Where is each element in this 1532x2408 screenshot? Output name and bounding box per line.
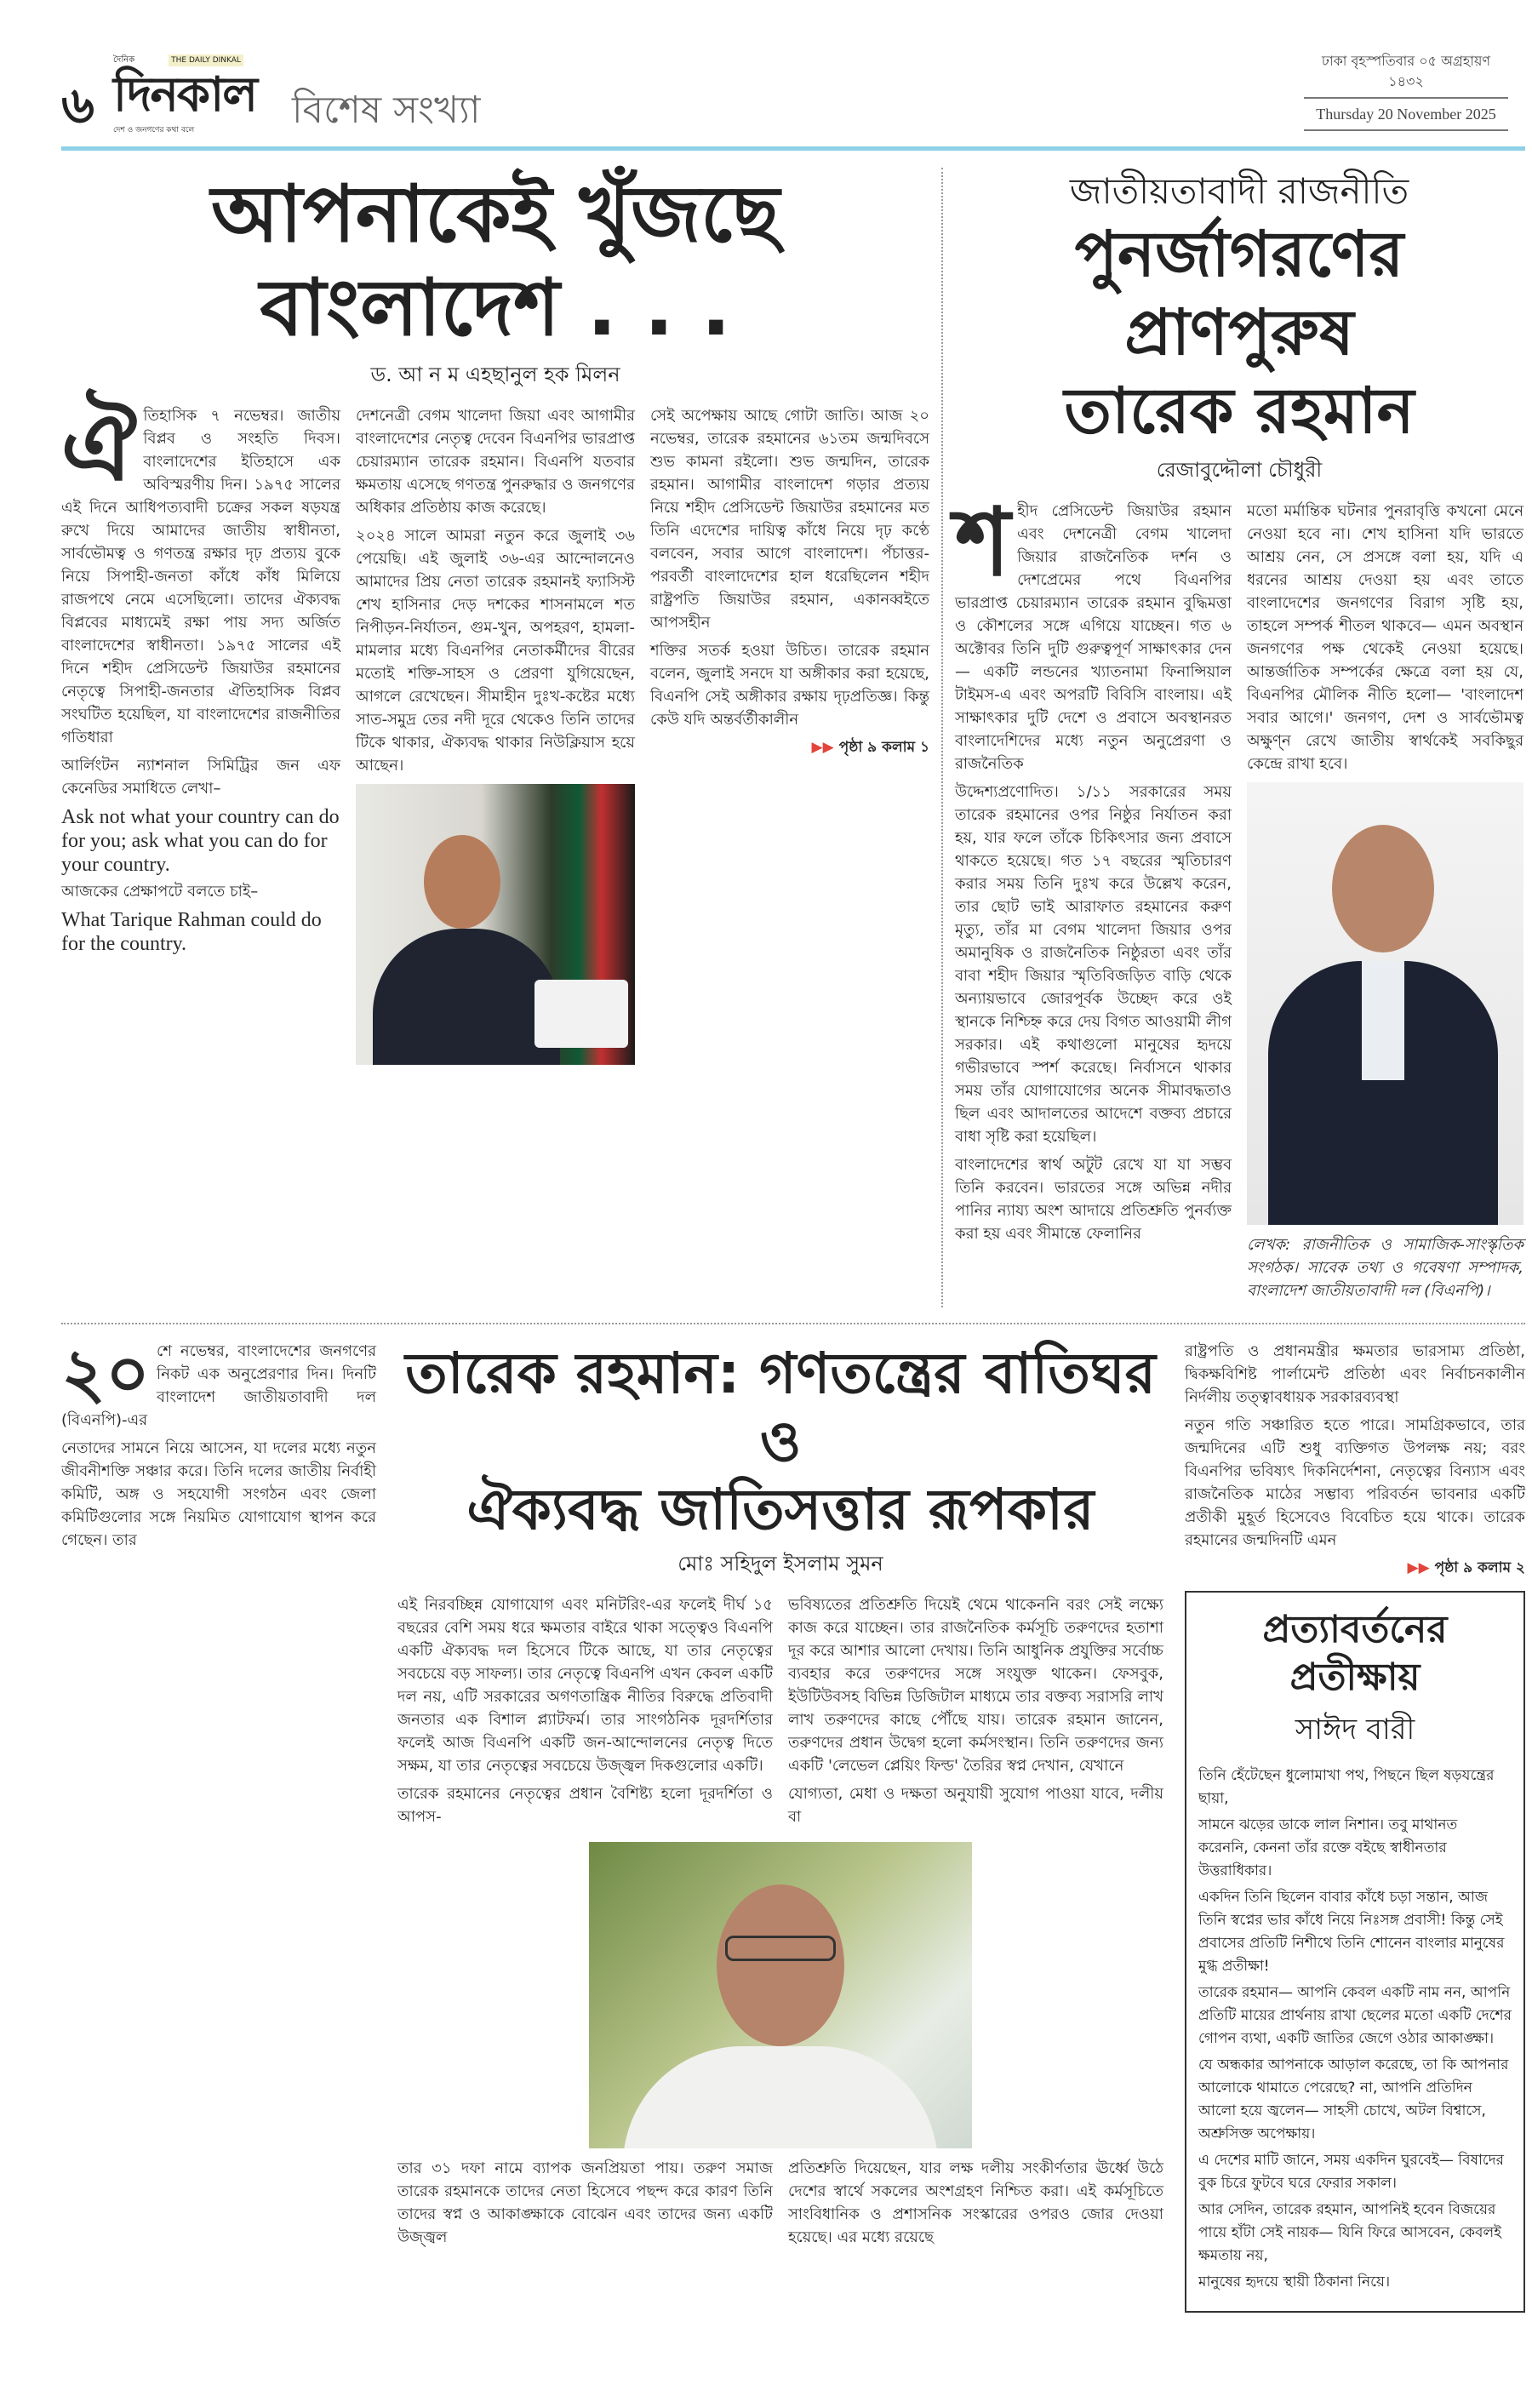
poem-line: সামনে ঝড়ের ডাকে লাল নিশান। তবু মাথানত করেননি, কেননা তাঁর রক্তে বইছে স্বাধীনতার উত্তরাধিকার। xyxy=(1198,1816,1458,1879)
newspaper-logo: দিনকাল xyxy=(113,67,257,123)
article3-byline: মোঃ সহিদুল ইসলাম সুমন xyxy=(677,1552,883,1576)
column-divider xyxy=(941,168,943,1307)
paragraph: এই নিরবচ্ছিন্ন যোগাযোগ এবং মনিটরিং-এর ফলেই দীর্ঘ ১৫ বছরের বেশি সময় ধরে ক্ষমতার বাইরে থাকা সত্ত্বেও বিএনপি একটি ঐক্যবদ্ধ দল হিসেবে টিকে আছে, যা তার নেতৃত্বের সবচেয়ে বড় সাফল্য। তার নেতৃত্বে বিএনপি এখন কেবল একটি দল নয়, এটি সরকারের অগণতান্ত্রিক নীতির বিরুদ্ধে প্রতিবাদী জনতার এক বিশাল প্ল্যাটফর্ম। তার সাংগঠনিক দূরদর্শিতার ফলেই আজ বিএনপি একটি জন-আন্দোলনের নেতৃত্ব দিতে সক্ষম, যা তার নেতৃত্বের সবচেয়ে উজ্জ্বল দিকগুলোর একটি। xyxy=(397,1596,773,1775)
article3-main xyxy=(397,1340,1163,2313)
article3-column-3-bottom xyxy=(788,2157,1163,2254)
poem-line: মানুষের হৃদয়ে স্থায়ী ঠিকানা নিয়ে। xyxy=(1198,2274,1391,2291)
article3-photo xyxy=(589,1842,972,2148)
section-title: বিশেষ সংখ্যা xyxy=(292,89,481,132)
person-suit xyxy=(373,929,560,1065)
logo-top-row xyxy=(113,54,243,66)
continued-label: পৃষ্ঠা ৯ কলাম ১ xyxy=(838,739,929,756)
paragraph: নতুন গতি সঞ্চারিত হতে পারে। সামগ্রিকভাবে, তার জন্মদিনের এটি শুধু ব্যক্তিগত উপলক্ষ নয়; বরং বিএনপির ভবিষ্যৎ দিকনির্দেশনা, নেতৃত্বের বিন্যাস এবং রাজনৈতিক মাঠের সম্ভাব্য পরিবর্তন ভাবনার একটি প্রতীকী মুহূর্ত হিসেবেও বিবেচিত হয়ে থাকে। তারেক রহমানের জন্মদিনটি এমন xyxy=(1185,1416,1525,1549)
paragraph: হীদ প্রেসিডেন্ট জিয়াউর রহমান এবং দেশনেত্রী বেগম খালেদা জিয়ার রাজনৈতিক দর্শন ও দেশপ্রেমের পথে বিএনপির ভারপ্রাপ্ত চেয়ারম্যান তারেক রহমান বুদ্ধিমত্তা ও কৌশলের সঙ্গে এগিয়ে যাচ্ছেন। গত ৬ অক্টোবর তিনি দুটি গুরুত্বপূর্ণ সাক্ষাৎকার দেন— একটি লন্ডনের খ্যাতনামা ফিনান্সিয়াল টাইমস-এ এবং অপরটি বিবিসি বাংলায়। এই সাক্ষাৎকার দুটি দেশে ও প্রবাসে অবস্থানরত বাংলাদেশিদের মধ্যে নতুন অনুপ্রেরণা ও রাজনৈতিক xyxy=(955,502,1232,773)
article1-photo xyxy=(356,784,635,1065)
paragraph: তারেক রহমানের নেতৃত্বের প্রধান বৈশিষ্ট্য হলো দূরদর্শিতা ও আপস- xyxy=(397,1785,773,1826)
continue-arrow-icon: ▶▶ xyxy=(811,739,834,756)
headline-line: তারেক রহমান: গণতন্ত্রের বাতিঘর ও xyxy=(405,1341,1156,1474)
paragraph: নেতাদের সামনে নিয়ে আসেন, যা দলের মধ্যে নতুন জীবনীশক্তি সঞ্চার করে। তিনি দলের জাতীয় নির্বাহী কমিটি, অঙ্গ ও সহযোগী সংগঠন এবং জেলা কমিটিগুলোর সঙ্গে নিয়মিত যোগাযোগ স্থাপন করে গেছেন। তার xyxy=(61,1439,376,1549)
section-divider xyxy=(61,1323,1525,1324)
date-box xyxy=(1304,51,1508,136)
date-english: Thursday 20 November 2025 xyxy=(1316,106,1496,123)
article2 xyxy=(955,168,1523,1307)
paragraph: সেই অপেক্ষায় আছে গোটা জাতি। আজ ২০ নভেম্বর, তারেক রহমানের ৬১তম জন্মদিবসে শুভ কামনা রইলো। শুভ জন্মদিন, তারেক রহমান। আগামীর বাংলাদেশ গড়ার প্রত্যয় নিয়ে শহীদ প্রেসিডেন্ট জিয়াউর রহমানের মত তিনি এদেশের দায়িত্ব কাঁধে নিয়ে দৃঢ় কণ্ঠে বলবেন, সবার আগে বাংলাদেশ। পঁচাত্তর-পরবর্তী বাংলাদেশের হাল ধরেছিলেন শহীদ রাষ্ট্রপতি জিয়াউর রহমান, একানব্বইতে আপসহীন xyxy=(650,407,929,632)
logo-prefix: দৈনিক xyxy=(113,55,135,65)
article3-continued[interactable] xyxy=(1185,1557,1525,1579)
person-face xyxy=(1332,825,1434,952)
paragraph: উদ্দেশ্যপ্রণোদিত। ১/১১ সরকারের সময় তারেক রহমানের ওপর নিষ্ঠুর নির্যাতন করা হয়, যার ফলে তাঁকে চিকিৎসার জন্য প্রবাসে থাকতে হয়েছে। গত ১৭ বছরের স্মৃতিচারণ করার সময় তিনি দুঃখ করে উল্লেখ করেন, তার ছোট ভাই আরাফাত রহমানের করুণ মৃত্যু, তাঁর মা বেগম খালেদা জিয়ার ওপর অমানুষিক ও রাজনৈতিক নিষ্ঠুরতা এবং তাঁর বাবা শহীদ জিয়ার স্মৃতিবিজড়িত বাড়ি থেকে অন্যায়ভাবে জোরপূর্বক উচ্ছেদ করে ওই স্থানকে নিশ্চিহ্ন করে দেয় বিগত আওয়ামী লীগ সরকার। এই কথাগুলো মানুষের হৃদয়ে গভীরভাবে স্পর্শ করেছে। নির্বাসনে থাকার সময় তাঁর যোগাযোগের অনেক সীমাবদ্ধতাও ছিল এবং আদালতের আদেশে বক্তব্য প্রচারে বাধা সৃষ্টি করা হয়েছিল। xyxy=(955,783,1232,1146)
poem-line: এ দেশের মাটি জানে, সময় একদিন ঘুরবেই— বিষাদের বুক চিরে ফুটবে ঘরে ফেরার সকাল। xyxy=(1198,2152,1505,2192)
quote-english-1: Ask not what your country can do for you; ask what you can do for your country. xyxy=(61,806,340,876)
paragraph: প্রতিশ্রুতি দিয়েছেন, যার লক্ষ দলীয় সংকীর্ণতার ঊর্ধ্বে উঠে দেশের স্বার্থে সকলের অংশগ্রহণ নিশ্চিত করা। এই কর্মসূচিতে সাংবিধানিক ও প্রশাসনিক সংস্কারের ওপরও জোর দেওয়া হয়েছে। এর মধ্যে রয়েছে xyxy=(788,2159,1163,2246)
article2-column-2 xyxy=(1247,500,1523,1307)
glasses xyxy=(725,1936,836,1961)
headline-line: তারেক রহমান xyxy=(1064,375,1415,448)
article3-column-4 xyxy=(1185,1340,1525,1579)
poem-box xyxy=(1185,1591,1525,2313)
page-number: ৬ xyxy=(61,76,95,135)
poem-line: একদিন তিনি ছিলেন বাবার কাঁধে চড়া সন্তান, আজ তিনি স্বপ্নের ভার কাঁধে নিয়ে নিঃসঙ্গ প্রবাসী! কিন্তু সেই প্রবাসের প্রতিটি নিশীথে তিনি শোনেন বাংলার মানুষের মুগ্ধ প্রতীক্ষা! xyxy=(1198,1889,1505,1975)
paragraph: বাংলাদেশের স্বার্থ অটুট রেখে যা যা সম্ভব তিনি করবেন। ভারতের সঙ্গে অভিন্ন নদীর পানির ন্যায্য অংশ আদায়ে প্রতিশ্রুতি পুনর্ব্যক্ত করা হয় এবং সীমান্তে ফেলানির xyxy=(955,1156,1232,1243)
logo-tagline: দেশ ও জনগণের কথা বলে xyxy=(113,126,195,134)
article1-byline: ড. আ ন ম এহছানুল হক মিলন xyxy=(370,363,620,386)
article1-column-2 xyxy=(356,404,635,1073)
drop-cap: ঐ xyxy=(61,392,137,501)
article2-byline: রেজাবুদ্দৌলা চৌধুরী xyxy=(1156,458,1323,482)
paragraph: রাষ্ট্রপতি ও প্রধানমন্ত্রীর ক্ষমতার ভারসাম্য প্রতিষ্ঠা, দ্বিকক্ষবিশিষ্ট পার্লামেন্ট প্রতিষ্ঠা এবং নির্বাচনকালীন নির্দলীয় তত্ত্বাবধায়ক সরকারব্যবস্থা xyxy=(1185,1342,1525,1406)
paragraph: ২০২৪ সালে আমরা নতুন করে জুলাই ৩৬ পেয়েছি। এই জুলাই ৩৬-এর আন্দোলনেও আমাদের প্রিয় নেতা তারেক রহমানই ফ্যাসিস্ট শেখ হাসিনার দেড় দশকের শাসনামলে শত নিপীড়ন-নির্যাতন, গুম-খুন, অপহরণ, হামলা-মামলার মধ্যে বিএনপির নেতাকর্মীদের বীরের মতোই শক্তি-সাহস ও প্রেরণা যুগিয়েছেন, আগলে রেখেছেন। সীমাহীন দুঃখ-কষ্টের মধ্যে সাত-সমুদ্র তের নদী দূরে থেকেও তিনি তাদের টিকে থাকার, ঐক্যবদ্ধ থাকার নিউক্লিয়াস হয়ে আছেন। xyxy=(356,527,635,775)
quote-english-2: What Tarique Rahman could do for the country. xyxy=(61,909,322,955)
paragraph: শে নভেম্বর, বাংলাদেশের জনগণের নিকট এক অনুপ্রেরণার দিন। দিনটি বাংলাদেশ জাতীয়তাবাদী দল (বিএনপি)-এর xyxy=(61,1342,376,1429)
poem-line: আর সেদিন, তারেক রহমান, আপনিই হবেন বিজয়ের পায়ে হাঁটা সেই নায়ক— যিনি ফিরে আসবেন, কেবলই ক্ষমতায় নয়, xyxy=(1198,2201,1501,2264)
article3-columns xyxy=(397,1593,1163,1833)
drop-cap: ২০ xyxy=(61,1334,151,1413)
article1-continued[interactable] xyxy=(650,736,929,758)
headline-line: ঐক্যবদ্ধ জাতিসত্তার রূপকার xyxy=(466,1477,1095,1542)
article3-right xyxy=(1185,1340,1525,2313)
divider xyxy=(1304,129,1508,131)
article3-columns-bottom xyxy=(397,2157,1163,2254)
person-shirt xyxy=(623,2046,938,2148)
poem-title-line: প্রত্যাবর্তনের xyxy=(1262,1608,1448,1651)
poem-title-line: প্রতীক্ষায় xyxy=(1289,1656,1421,1699)
bottom-section xyxy=(61,1334,1532,2313)
article2-headline xyxy=(955,215,1523,450)
person-face xyxy=(424,835,500,929)
article2-photo xyxy=(1247,782,1523,1225)
poem-line: তিনি হেঁটেছেন ধুলোমাখা পথ, পিছনে ছিল ষড়যন্ত্রের ছায়া, xyxy=(1198,1767,1495,1807)
paragraph: যোগ্যতা, মেধা ও দক্ষতা অনুযায়ী সুযোগ পাওয়া যাবে, দলীয় বা xyxy=(788,1785,1163,1826)
article3-column-2-bottom xyxy=(397,2157,773,2254)
article1-headline: আপনাকেই খুঁজছে বাংলাদেশ . . . xyxy=(210,169,780,353)
paragraph: ভবিষ্যতের প্রতিশ্রুতি দিয়েই থেমে থাকেননি বরং সেই লক্ষ্যে কাজ করে যাচ্ছেন। তার রাজনৈতিক কর্মসূচি তরুণদের হতাশা দূর করে আশার আলো দেখায়। তিনি আধুনিক প্রযুক্তির সর্বোচ্চ ব্যবহার করে তরুণদের সঙ্গে সংযুক্ত থাকেন। ফেসবুক, ইউটিউবসহ বিভিন্ন ডিজিটাল মাধ্যমে তার বক্তব্য সরাসরি লাখ লাখ তরুণদের কাছে পৌঁছে যায়। তারেক রহমান জানেন, তরুণদের প্রধান উদ্বেগ হলো কর্মসংস্থান। তিনি তরুণদের জন্য একটি 'লেভেল প্লেয়িং ফিল্ড' তৈরির স্বপ্ন দেখান, যেখানে xyxy=(788,1596,1163,1775)
paragraph: শক্তির সতর্ক হওয়া উচিত। তারেক রহমান বলেন, জুলাই সনদে যা অঙ্গীকার করা হয়েছে, বিএনপি সেই অঙ্গীকার রক্ষায় দৃঢ়প্রতিজ্ঞ। কিন্তু কেউ যদি অন্তর্বর্তীকালীন xyxy=(650,642,929,729)
masthead-left xyxy=(61,54,481,136)
article3-headline xyxy=(397,1340,1163,1544)
top-section xyxy=(61,168,1525,1307)
article3-column-3 xyxy=(788,1593,1163,1833)
paragraph: তিহাসিক ৭ নভেম্বর। জাতীয় বিপ্লব ও সংহতি দিবস। বাংলাদেশের ইতিহাসে এক অবিস্মরণীয় দিন। ১৯৭৫ সালের এই দিনে আধিপত্যবাদী চক্রের সকল ষড়যন্ত্র রুখে দিয়ে আমাদের জাতীয় স্বাধীনতা, সার্বভৌমত্ব ও গণতন্ত্র রক্ষার দৃঢ় প্রত্যয় বুকে নিয়ে সিপাহী-জনতা কাঁধে কাঁধ মিলিয়ে রাজপথে নেমে এসেছিলো। তাদের ঐক্যবদ্ধ বিপ্লবের মাধ্যমেই রক্ষা পায় সদ্য অর্জিত বাংলাদেশের স্বাধীনতা। ১৯৭৫ সালের এই দিনে শহীদ প্রেসিডেন্ট জিয়াউর রহমানের নেতৃত্বে সিপাহী-জনতার ঐতিহাসিক বিপ্লব সংঘটিত হয়েছিল, যা বাংলাদেশের রাজনীতির গতিধারা xyxy=(61,407,340,746)
shirt xyxy=(1362,961,1404,1080)
quote-bengali: আজকের প্রেক্ষাপটে বলতে চাই– xyxy=(61,883,259,901)
article2-author-note: লেখক: রাজনীতিক ও সামাজিক-সাংস্কৃতিক সংগঠক। সাবেক তথ্য ও গবেষণা সম্পাদক, বাংলাদেশ জাতীয়তাবাদী দল (বিএনপি)। xyxy=(1247,1236,1523,1300)
continued-label: পৃষ্ঠা ৯ কলাম ২ xyxy=(1434,1559,1525,1576)
article2-columns xyxy=(955,488,1523,1307)
poem-author: সাঈদ বারী xyxy=(1295,1713,1415,1747)
article2-column-1 xyxy=(955,488,1232,1307)
paragraph: দেশনেত্রী বেগম খালেদা জিয়া এবং আগামীর বাংলাদেশের নেতৃত্ব দেবেন বিএনপির ভারপ্রাপ্ত চেয়ারম্যান তারেক রহমান। বিএনপি যতবার ক্ষমতায় এসেছে গণতন্ত্র পুনরুদ্ধার ও জনগণের অধিকার প্রতিষ্ঠায় কাজ করেছে। xyxy=(356,407,635,517)
continue-arrow-icon: ▶▶ xyxy=(1407,1559,1430,1576)
article1-column-3 xyxy=(650,404,929,1073)
article2-kicker: জাতীয়তাবাদী রাজনীতি xyxy=(1069,170,1409,212)
article3-column-1 xyxy=(61,1334,376,2313)
drop-cap: শ xyxy=(955,488,1011,597)
date-bengali: ঢাকা বৃহস্পতিবার ০৫ অগ্রহায়ণ ১৪৩২ xyxy=(1321,53,1491,89)
article1 xyxy=(61,168,929,1307)
poem-line: তারেক রহমান— আপনি কেবল একটি নাম নন, আপনি প্রতিটি মায়ের প্রার্থনায় রাখা ছেলের মতো একটি দেশের গোপন ব্যথা, একটি জাতির জেগে ওঠার আকাঙ্ক্ষা। xyxy=(1198,1984,1512,2047)
headline-line: পুনর্জাগরণের প্রাণপুরুষ xyxy=(1074,218,1404,369)
person-face xyxy=(717,1885,844,2046)
paragraph: মতো মর্মান্তিক ঘটনার পুনরাবৃত্তি কখনো মেনে নেওয়া হবে না। শেখ হাসিনা যদি ভারতে আশ্রয় নেন, সে প্রসঙ্গে বলা হয়, যদি এ ধরনের আশ্রয় দেওয়া হয় এবং তাতে বাংলাদেশের জনগণের বিরাগ সৃষ্টি হয়, তাহলে সম্পর্ক শীতল থাকবে— এমন অবস্থান জনগণের পক্ষ থেকেই নেওয়া হয়েছে। আন্তর্জাতিক সম্পর্কের ক্ষেত্রে বলা হয় যে, বিএনপির মৌলিক নীতি হলো— 'বাংলাদেশ সবার আগে।' জনগণ, দেশ ও সার্বভৌমত্ব অক্ষুণ্ন রেখে জাতীয় স্বার্থকেই সবকিছুর কেন্দ্রে রাখা হবে। xyxy=(1247,502,1523,773)
page xyxy=(61,0,1525,2313)
paragraph: আর্লিংটন ন্যাশনাল সিমিট্রির জন এফ কেনেডির সমাধিতে লেখা– xyxy=(61,757,340,798)
paragraph: তার ৩১ দফা নামে ব্যাপক জনপ্রিয়তা পায়। তরুণ সমাজ তারেক রহমানকে তাদের নেতা হিসেবে পছন্দ করে কারণ তিনি তাদের স্বপ্ন ও আকাঙ্ক্ষাকে বোঝেন এবং তাদের জন্য একটি উজ্জ্বল xyxy=(397,2159,773,2246)
laptop xyxy=(534,980,628,1048)
header-rule xyxy=(61,146,1525,151)
article1-columns xyxy=(61,392,929,1073)
logo-block xyxy=(113,54,256,136)
article3-column-2 xyxy=(397,1593,773,1833)
logo-english: THE DAILY DINKAL xyxy=(169,54,243,66)
masthead xyxy=(61,0,1525,146)
divider xyxy=(1304,97,1508,99)
article1-column-1 xyxy=(61,392,340,1073)
poem-line: যে অন্ধকার আপনাকে আড়াল করেছে, তা কি আপনার আলোকে থামাতে পেরেছে? না, আপনি প্রতিদিন আলো হয়ে জ্বলেন— সাহসী চোখে, অটল বিশ্বাসে, অশ্রুসিক্ত অপেক্ষায়। xyxy=(1198,2056,1509,2142)
